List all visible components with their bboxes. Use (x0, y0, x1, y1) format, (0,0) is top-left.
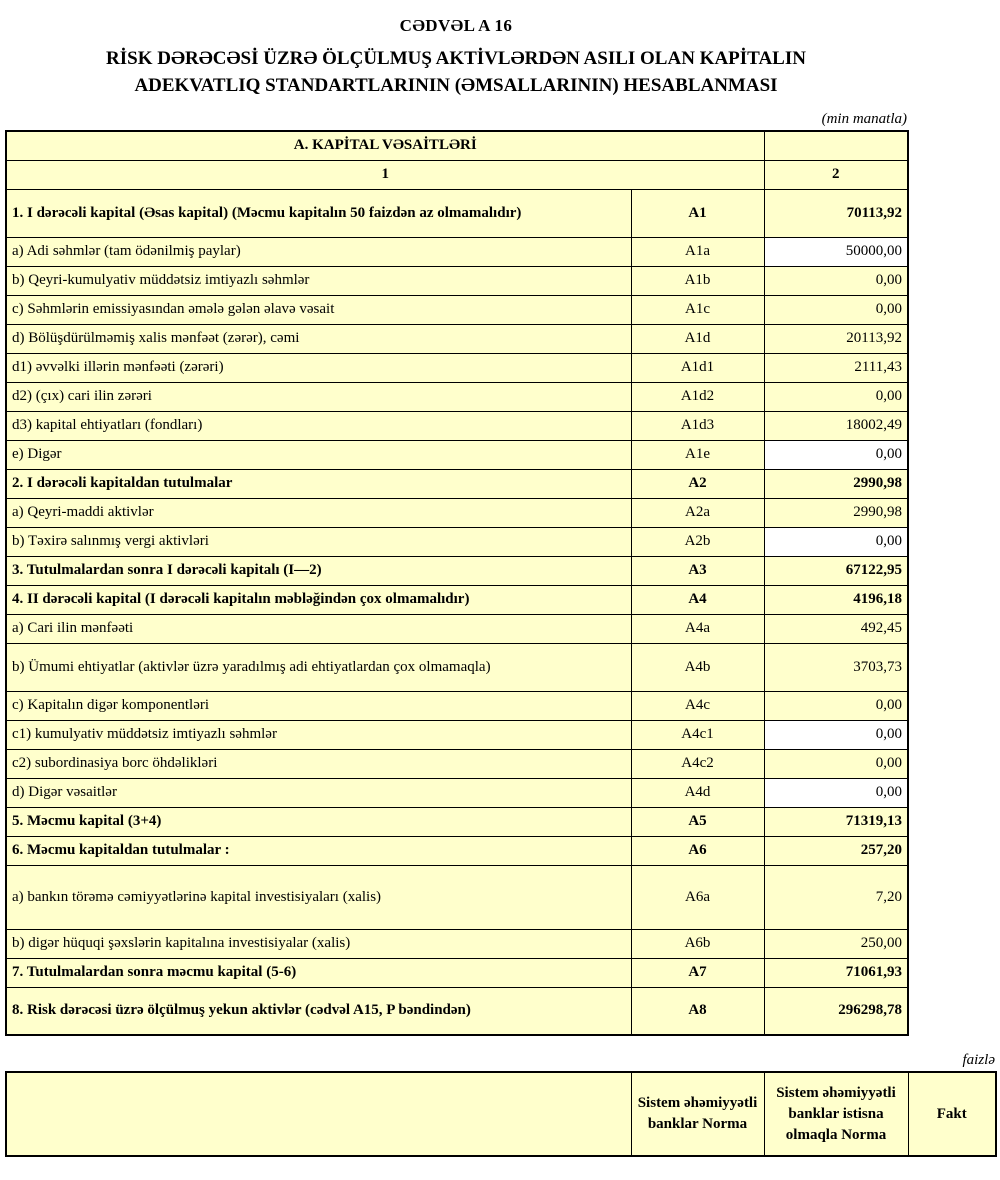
row-code: A1d2 (631, 382, 764, 411)
norm-empty-cell (6, 1072, 631, 1156)
row-label: b) Təxirə salınmış vergi aktivləri (6, 527, 631, 556)
row-code: A4d (631, 778, 764, 807)
table-row (6, 807, 908, 836)
row-code: A4c1 (631, 720, 764, 749)
table-row (6, 266, 908, 295)
page-title-line1: RİSK DƏRƏCƏSİ ÜZRƏ ÖLÇÜLMUŞ AKTİVLƏRDƏN ASILI OLAN KAPİTALIN (106, 48, 806, 69)
row-label: 1. I dərəcəli kapital (Əsas kapital) (Məcmu kapitalın 50 faizdən az olmamalıdır) (6, 189, 631, 237)
row-label: c2) subordinasiya borc öhdəlikləri (6, 749, 631, 778)
norm-table (5, 1071, 997, 1157)
row-label: b) Ümumi ehtiyatlar (aktivlər üzrə yaradılmış adi ehtiyatlardan çox olmamaqla) (6, 643, 631, 691)
section-header-label: A. KAPİTAL VƏSAİTLƏRİ (6, 131, 764, 160)
row-code: A4a (631, 614, 764, 643)
table-row (6, 929, 908, 958)
table-number: CƏDVƏL A 16 (399, 16, 513, 35)
row-value: 0,00 (764, 691, 908, 720)
row-code: A4 (631, 585, 764, 614)
page-title (5, 45, 907, 99)
row-value: 0,00 (764, 440, 908, 469)
row-code: A1c (631, 295, 764, 324)
row-value: 50000,00 (764, 237, 908, 266)
table-row (6, 498, 908, 527)
row-value: 296298,78 (764, 987, 908, 1035)
row-value: 0,00 (764, 295, 908, 324)
table-row (6, 295, 908, 324)
row-label: a) Adi səhmlər (tam ödənilmiş paylar) (6, 237, 631, 266)
row-label: 8. Risk dərəcəsi üzrə ölçülmuş yekun aktivlər (cədvəl A15, P bəndindən) (6, 987, 631, 1035)
row-label: 5. Məcmu kapital (3+4) (6, 807, 631, 836)
unit-note-manat: (min manatla) (821, 111, 907, 127)
row-code: A7 (631, 958, 764, 987)
row-value: 20113,92 (764, 324, 908, 353)
row-value: 250,00 (764, 929, 908, 958)
row-code: A1d (631, 324, 764, 353)
row-label: 3. Tutulmalardan sonra I dərəcəli kapitalı (I—2) (6, 556, 631, 585)
row-value: 4196,18 (764, 585, 908, 614)
row-value: 71061,93 (764, 958, 908, 987)
row-value: 0,00 (764, 527, 908, 556)
row-code: A6b (631, 929, 764, 958)
row-code: A1 (631, 189, 764, 237)
row-label: 7. Tutulmalardan sonra məcmu kapital (5-6) (6, 958, 631, 987)
row-label: b) digər hüquqi şəxslərin kapitalına investisiyalar (xalis) (6, 929, 631, 958)
row-label: e) Digər (6, 440, 631, 469)
row-label: 6. Məcmu kapitaldan tutulmalar : (6, 836, 631, 865)
table-row (6, 836, 908, 865)
column-number-left: 1 (6, 160, 764, 189)
row-value: 2990,98 (764, 469, 908, 498)
table-row (6, 720, 908, 749)
row-code: A1d3 (631, 411, 764, 440)
capital-table-body (6, 189, 908, 1035)
row-code: A2a (631, 498, 764, 527)
row-value: 71319,13 (764, 807, 908, 836)
row-value: 0,00 (764, 778, 908, 807)
row-value: 2111,43 (764, 353, 908, 382)
row-label: b) Qeyri-kumulyativ müddətsiz imtiyazlı səhmlər (6, 266, 631, 295)
column-number-right: 2 (764, 160, 908, 189)
table-row (6, 987, 908, 1035)
row-value: 3703,73 (764, 643, 908, 691)
row-code: A8 (631, 987, 764, 1035)
row-code: A6a (631, 865, 764, 929)
page-title-line2: ADEKVATLIQ STANDARTLARININ (ƏMSALLARININ) HESABLANMASI (134, 75, 778, 96)
row-code: A6 (631, 836, 764, 865)
capital-table-head (6, 131, 908, 189)
table-row (6, 691, 908, 720)
row-value: 0,00 (764, 382, 908, 411)
row-value: 67122,95 (764, 556, 908, 585)
row-value: 0,00 (764, 720, 908, 749)
row-label: d3) kapital ehtiyatları (fondları) (6, 411, 631, 440)
row-label: a) Cari ilin mənfəəti (6, 614, 631, 643)
row-code: A1d1 (631, 353, 764, 382)
row-value: 257,20 (764, 836, 908, 865)
table-row (6, 585, 908, 614)
row-label: d2) (çıx) cari ilin zərəri (6, 382, 631, 411)
row-code: A3 (631, 556, 764, 585)
table-row (6, 527, 908, 556)
row-label: a) bankın törəmə cəmiyyətlərinə kapital investisiyaları (xalis) (6, 865, 631, 929)
norm-col-excluding-systemic-banks: Sistem əhəmiyyətli banklar istisna olmaqla Norma (764, 1072, 908, 1156)
section-header-row (6, 131, 908, 160)
capital-table (5, 130, 909, 1036)
row-value: 0,00 (764, 749, 908, 778)
row-code: A2 (631, 469, 764, 498)
row-code: A4c (631, 691, 764, 720)
column-number-row (6, 160, 908, 189)
norm-col-fact: Fakt (908, 1072, 996, 1156)
row-value: 492,45 (764, 614, 908, 643)
table-row (6, 440, 908, 469)
row-label: c) Kapitalın digər komponentləri (6, 691, 631, 720)
row-value: 0,00 (764, 266, 908, 295)
document-header (5, 16, 907, 99)
table-row (6, 614, 908, 643)
row-code: A5 (631, 807, 764, 836)
table-row (6, 643, 908, 691)
row-label: 4. II dərəcəli kapital (I dərəcəli kapitalın məbləğindən çox olmamalıdır) (6, 585, 631, 614)
table-row (6, 556, 908, 585)
row-label: 2. I dərəcəli kapitaldan tutulmalar (6, 469, 631, 498)
row-code: A2b (631, 527, 764, 556)
table-row (6, 865, 908, 929)
row-code: A4c2 (631, 749, 764, 778)
row-label: d) Bölüşdürülməmiş xalis mənfəət (zərər), cəmi (6, 324, 631, 353)
table-row (6, 749, 908, 778)
row-value: 18002,49 (764, 411, 908, 440)
row-code: A1a (631, 237, 764, 266)
table-row (6, 469, 908, 498)
row-value: 2990,98 (764, 498, 908, 527)
table-row (6, 353, 908, 382)
row-label: a) Qeyri-maddi aktivlər (6, 498, 631, 527)
table-row (6, 411, 908, 440)
row-code: A1e (631, 440, 764, 469)
table-row (6, 189, 908, 237)
row-label: c) Səhmlərin emissiyasından əmələ gələn əlavə vəsait (6, 295, 631, 324)
norm-col-systemic-banks: Sistem əhəmiyyətli banklar Norma (631, 1072, 764, 1156)
row-code: A1b (631, 266, 764, 295)
row-value: 70113,92 (764, 189, 908, 237)
unit-note-percent: faizlə (962, 1052, 995, 1068)
row-code: A4b (631, 643, 764, 691)
row-label: d) Digər vəsaitlər (6, 778, 631, 807)
row-value: 7,20 (764, 865, 908, 929)
table-row (6, 324, 908, 353)
row-label: d1) əvvəlki illərin mənfəəti (zərəri) (6, 353, 631, 382)
section-header-empty-cell (764, 131, 908, 160)
table-row (6, 382, 908, 411)
table-row (6, 778, 908, 807)
table-row (6, 958, 908, 987)
row-label: c1) kumulyativ müddətsiz imtiyazlı səhmlər (6, 720, 631, 749)
table-row (6, 237, 908, 266)
norm-header-row (6, 1072, 996, 1156)
